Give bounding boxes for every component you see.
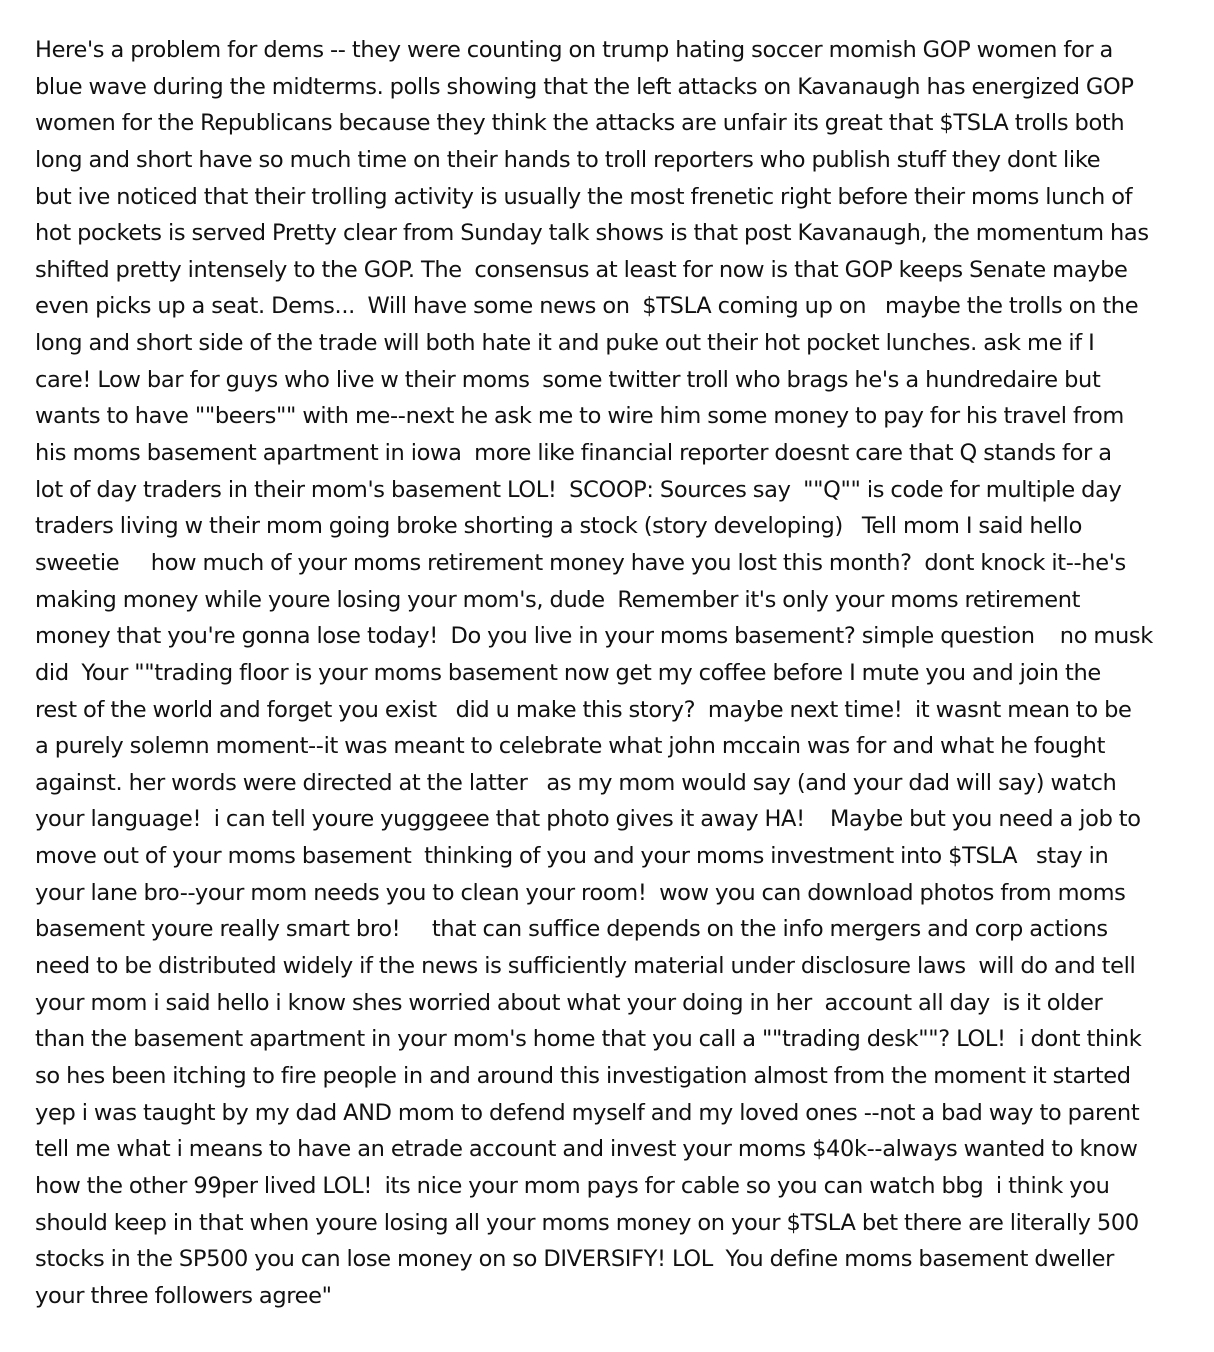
text-line: shifted pretty intensely to the GOP. The consensus at least for now is that GOP keeps Senate maybe bbox=[35, 256, 1128, 283]
text-line: your language! i can tell youre yugggeee that photo gives it away HA! Maybe but you need a job to bbox=[35, 806, 1141, 833]
text-line: yep i was taught by my dad AND mom to defend myself and my loved ones --not a bad way to parent bbox=[35, 1099, 1140, 1126]
text-line: care! Low bar for guys who live w their moms some twitter troll who brags he's a hundredaire but bbox=[35, 366, 1101, 393]
text-line: basement youre really smart bro! that can suffice depends on the info mergers and corp actions bbox=[35, 916, 1108, 943]
text-line: against. her words were directed at the latter as my mom would say (and your dad will say) watch bbox=[35, 769, 1117, 796]
text-line: money that you're gonna lose today! Do you live in your moms basement? simple question no musk bbox=[35, 623, 1153, 650]
text-line: so hes been itching to fire people in and around this investigation almost from the moment it started bbox=[35, 1062, 1131, 1089]
text-line: sweetie how much of your moms retirement money have you lost this month? dont knock it--he's bbox=[35, 549, 1126, 576]
text-line: should keep in that when youre losing all your moms money on your $TSLA bet there are literally 500 bbox=[35, 1209, 1139, 1236]
text-line: your lane bro--your mom needs you to clean your room! wow you can download photos from moms bbox=[35, 879, 1126, 906]
text-line: rest of the world and forget you exist did u make this story? maybe next time! it wasnt mean to be bbox=[35, 696, 1132, 723]
text-line: Here's a problem for dems -- they were counting on trump hating soccer momish GOP women for a bbox=[35, 37, 1113, 63]
text-line: tell me what i means to have an etrade account and invest your moms $40k--always wanted to know bbox=[35, 1136, 1138, 1163]
text-line: but ive noticed that their trolling activity is usually the most frenetic right before their moms lunch of bbox=[35, 183, 1133, 210]
text-line: long and short have so much time on their hands to troll reporters who publish stuff they dont like bbox=[35, 146, 1101, 173]
text-line: even picks up a seat. Dems... Will have some news on $TSLA coming up on maybe the trolls on the bbox=[35, 293, 1139, 320]
text-line: wants to have ""beers"" with me--next he ask me to wire him some money to pay for his travel from bbox=[35, 403, 1124, 430]
text-line: how the other 99per lived LOL! its nice your mom pays for cable so you can watch bbg i think you bbox=[35, 1172, 1110, 1199]
text-line: stocks in the SP500 you can lose money on so DIVERSIFY! LOL You define moms basement dweller bbox=[35, 1246, 1115, 1273]
text-line: your three followers agree" bbox=[35, 1282, 332, 1309]
text-line: need to be distributed widely if the news is sufficiently material under disclosure laws will do and tell bbox=[35, 953, 1136, 980]
text-line: your mom i said hello i know shes worried about what your doing in her account all day is it older bbox=[35, 989, 1103, 1016]
text-line: making money while youre losing your mom's, dude Remember it's only your moms retirement bbox=[35, 586, 1081, 613]
text-line: blue wave during the midterms. polls showing that the left attacks on Kavanaugh has energized GOP bbox=[35, 73, 1134, 100]
text-line: women for the Republicans because they think the attacks are unfair its great that $TSLA trolls both bbox=[35, 110, 1125, 137]
text-line: than the basement apartment in your mom's home that you call a ""trading desk""? LOL! i dont think bbox=[35, 1026, 1142, 1053]
text-line: move out of your moms basement thinking of you and your moms investment into $TSLA stay in bbox=[35, 843, 1109, 870]
text-line: did Your ""trading floor is your moms basement now get my coffee before I mute you and join the bbox=[35, 659, 1101, 686]
text-line: long and short side of the trade will both hate it and puke out their hot pocket lunches. ask me if I bbox=[35, 330, 1095, 357]
text-line: a purely solemn moment--it was meant to celebrate what john mccain was for and what he fought bbox=[35, 733, 1106, 760]
document-body-text bbox=[35, 32, 1204, 1314]
text-line: lot of day traders in their mom's basement LOL! SCOOP: Sources say ""Q"" is code for multiple day bbox=[35, 476, 1122, 503]
text-line: hot pockets is served Pretty clear from Sunday talk shows is that post Kavanaugh, the momentum has bbox=[35, 220, 1149, 247]
text-line: traders living w their mom going broke shorting a stock (story developing) Tell mom I said hello bbox=[35, 513, 1082, 540]
text-line: his moms basement apartment in iowa more like financial reporter doesnt care that Q stands for a bbox=[35, 440, 1112, 467]
